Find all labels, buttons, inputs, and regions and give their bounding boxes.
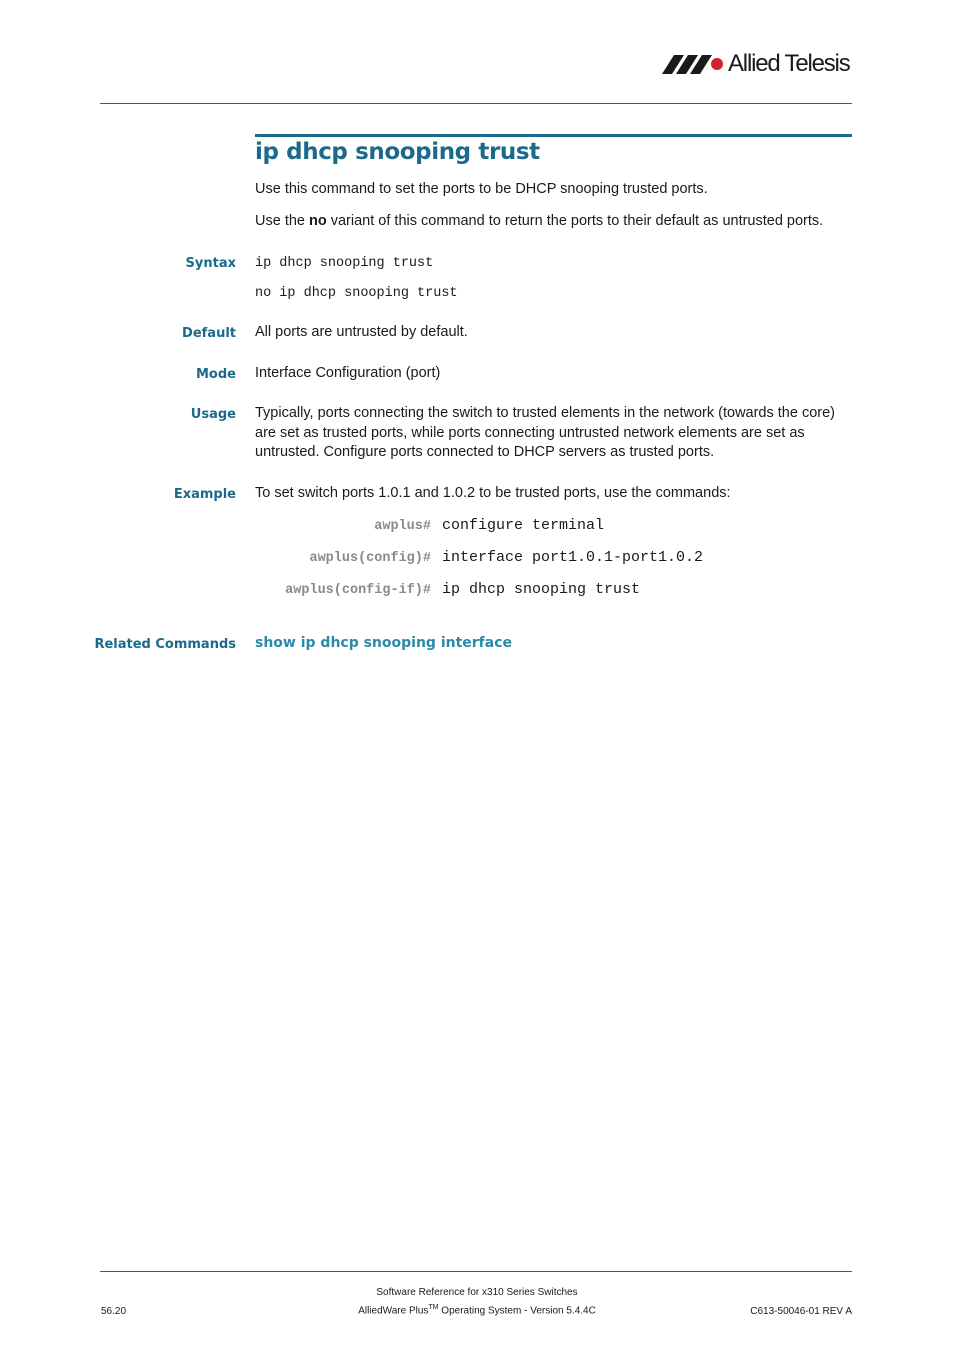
mode-label: Mode — [196, 367, 236, 382]
intro-no-keyword: no — [309, 213, 327, 229]
intro-line-1: Use this command to set the ports to be DHCP snooping trusted ports. — [255, 181, 708, 197]
allied-telesis-logo — [662, 50, 850, 78]
footer-title: Software Reference for x310 Series Switches — [376, 1287, 578, 1298]
related-commands-label: Related Commands — [94, 637, 236, 652]
header-divider — [100, 103, 852, 104]
usage-label: Usage — [190, 407, 236, 422]
page-title: ip dhcp snooping trust — [255, 139, 540, 165]
example-command: ip dhcp snooping trust — [442, 581, 641, 598]
example-command: configure terminal — [442, 517, 605, 534]
intro-line-2 — [255, 212, 852, 232]
example-prompt: awplus(config-if)# — [285, 583, 431, 598]
example-label: Example — [173, 487, 236, 502]
example-command: interface port1.0.1-port1.0.2 — [442, 549, 704, 566]
title-rule — [255, 134, 852, 137]
footer-divider — [100, 1271, 852, 1272]
page-number: 56.20 — [101, 1306, 127, 1317]
syntax-command: ip dhcp snooping trust — [255, 256, 434, 271]
example-prompt: awplus(config)# — [309, 551, 431, 566]
intro-line-2-before: Use the — [255, 213, 309, 229]
footer-os-version: Operating System - Version 5.4.4C — [438, 1305, 596, 1317]
default-text: All ports are untrusted by default. — [255, 324, 468, 340]
document-id: C613-50046-01 REV A — [750, 1306, 852, 1317]
footer-product: AlliedWare Plus — [358, 1305, 429, 1317]
usage-text: Typically, ports connecting the switch to trusted elements in the network (towards the core) are set as trusted ports, while ports connecting untrusted network elements are set as untrusted. Configure ports connected to DHCP servers as trusted ports. — [255, 405, 835, 460]
syntax-no-command: no ip dhcp snooping trust — [255, 286, 458, 301]
logo-text: Allied Telesis — [728, 50, 850, 77]
related-command-link[interactable]: show ip dhcp snooping interface — [255, 635, 513, 651]
example-text: To set switch ports 1.0.1 and 1.0.2 to be trusted ports, use the commands: — [255, 485, 731, 501]
default-label: Default — [182, 326, 236, 341]
syntax-label: Syntax — [185, 256, 236, 271]
mode-text: Interface Configuration (port) — [255, 365, 441, 381]
example-prompt: awplus# — [374, 519, 431, 534]
footer-trademark: TM — [428, 1304, 439, 1311]
intro-line-2-after: variant of this command to return the ports to their default as untrusted ports. — [326, 213, 824, 229]
logo-mark-icon — [662, 53, 724, 75]
